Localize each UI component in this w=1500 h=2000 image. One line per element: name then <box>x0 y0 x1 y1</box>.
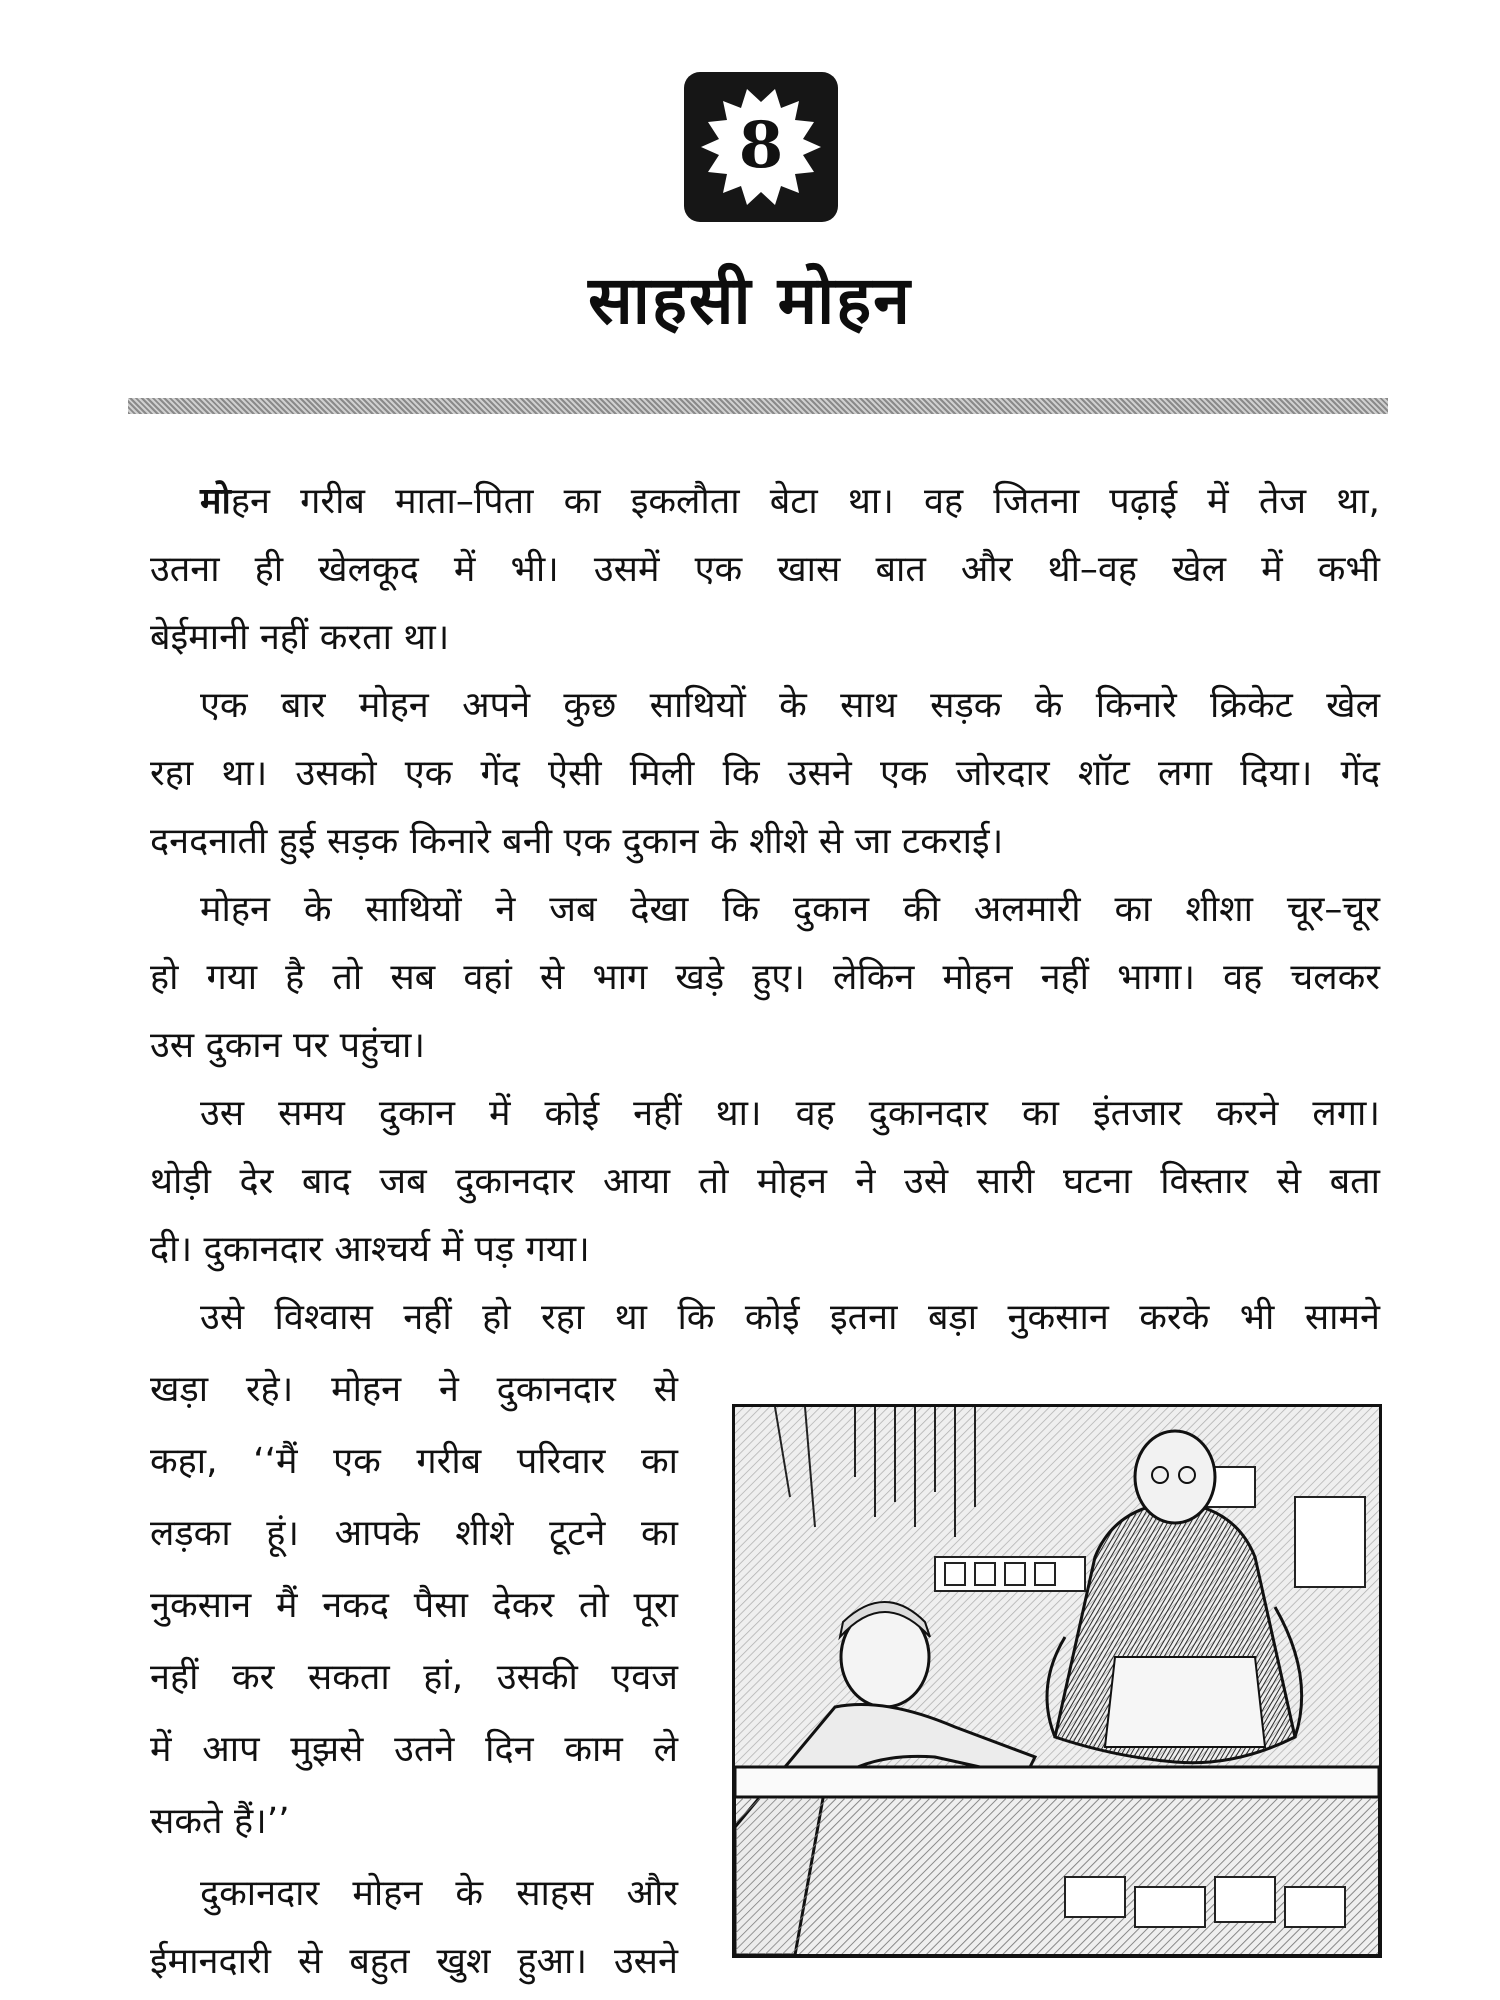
paragraph-5-line-4: लड़का हूं। आपके शीशे टूटने का <box>150 1513 678 1554</box>
paragraph-2-line-3: दनदनाती हुई सड़क किनारे बनी एक दुकान के शीशे से जा टकराई। <box>150 821 1004 862</box>
paragraph-2-line-2: रहा था। उसको एक गेंद ऐसी मिली कि उसने एक जोरदार शॉट लगा दिया। गेंद <box>150 753 1380 794</box>
paragraph-1-line-2: उतना ही खेलकूद में भी। उसमें एक खास बात और थी–वह खेल में कभी <box>150 549 1380 590</box>
paragraph-5-line-1: उसे विश्वास नहीं हो रहा था कि कोई इतना बड़ा नुकसान करके भी सामने <box>200 1297 1380 1338</box>
paragraph-4-line-1: उस समय दुकान में कोई नहीं था। वह दुकानदार का इंतजार करने लगा। <box>200 1093 1380 1134</box>
paragraph-3-line-3: उस दुकान पर पहुंचा। <box>150 1025 426 1066</box>
paragraph-6-line-1: दुकानदार मोहन के साहस और <box>200 1873 678 1914</box>
paragraph-2-line-1: एक बार मोहन अपने कुछ साथियों के साथ सड़क के किनारे क्रिकेट खेल <box>200 685 1380 726</box>
paragraph-5-line-2: खड़ा रहे। मोहन ने दुकानदार से <box>150 1369 678 1410</box>
chapter-number: 8 <box>738 108 784 183</box>
paragraph-5-line-8: सकते हैं।’’ <box>150 1801 290 1842</box>
chapter-title: साहसी मोहन <box>588 262 912 339</box>
paragraph-4-line-3: दी। दुकानदार आश्चर्य में पड़ गया। <box>150 1229 590 1270</box>
title-divider <box>128 398 1388 414</box>
paragraph-4-line-2: थोड़ी देर बाद जब दुकानदार आया तो मोहन ने उसे सारी घटना विस्तार से बता <box>150 1161 1380 1202</box>
paragraph-5-line-3: कहा, ‘‘मैं एक गरीब परिवार का <box>150 1441 678 1482</box>
drop-lead: मो <box>200 481 231 522</box>
paragraph-6-line-2: ईमानदारी से बहुत खुश हुआ। उसने <box>150 1941 678 1982</box>
shop-scene-illustration <box>732 1404 1382 1958</box>
paragraph-5-line-7: में आप मुझसे उतने दिन काम ले <box>150 1729 678 1770</box>
paragraph-3-line-2: हो गया है तो सब वहां से भाग खड़े हुए। लेकिन मोहन नहीं भागा। वह चलकर <box>150 957 1380 998</box>
paragraph-5-line-6: नहीं कर सकता हां, उसकी एवज <box>150 1657 678 1698</box>
chapter-number-badge <box>684 72 838 222</box>
paragraph-1-line-3: बेईमानी नहीं करता था। <box>150 617 450 658</box>
paragraph-5-line-5: नुकसान मैं नकद पैसा देकर तो पूरा <box>150 1585 678 1626</box>
paragraph-3-line-1: मोहन के साथियों ने जब देखा कि दुकान की अलमारी का शीशा चूर–चूर <box>200 889 1380 930</box>
paragraph-1-line-1: मोहन गरीब माता–पिता का इकलौता बेटा था। वह जितना पढ़ाई में तेज था, <box>200 481 1380 522</box>
